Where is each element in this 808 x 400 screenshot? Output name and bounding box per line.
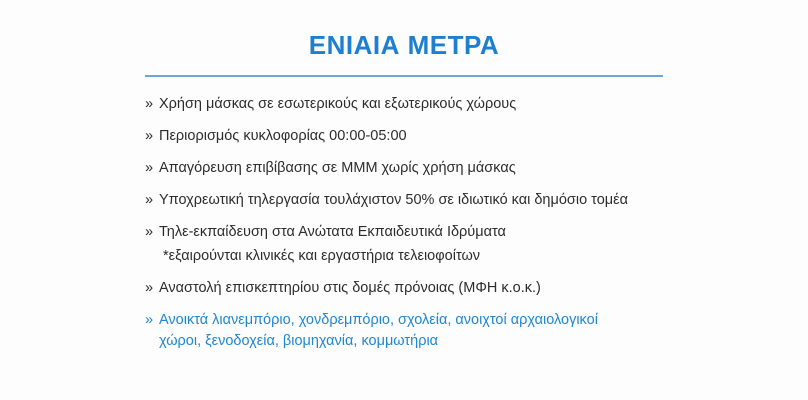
list-item-text: Χρήση μάσκας σε εσωτερικούς και εξωτερικούς χώρους xyxy=(159,96,517,112)
title-divider xyxy=(145,75,663,77)
list-item-text: Ανοικτά λιανεμπόριο, χονδρεμπόριο, σχολεία, ανοιχτοί αρχαιολογικοί xyxy=(159,312,598,328)
bullet-icon: » xyxy=(145,128,154,144)
bullet-icon: » xyxy=(145,192,154,208)
list-item-mask xyxy=(145,95,705,113)
list-item-visits xyxy=(145,279,705,297)
list-item-transport xyxy=(145,159,705,177)
bullet-icon: » xyxy=(145,224,154,240)
list-item-text: Υποχρεωτική τηλεργασία τουλάχιστον 50% σε ιδιωτικό και δημόσιο τομέα xyxy=(159,192,628,208)
list-item-text: Τηλε-εκπαίδευση στα Ανώτατα Εκπαιδευτικά Ιδρύματα xyxy=(159,224,506,240)
bullet-icon: » xyxy=(145,280,154,296)
bullet-icon: » xyxy=(145,312,154,328)
list-item-tele-education xyxy=(145,223,705,265)
list-item-note: *εξαιρούνται κλινικές και εργαστήρια τελειοφοίτων xyxy=(163,248,481,264)
list-item-text-line2: χώροι, ξενοδοχεία, βιομηχανία, κομμωτήρια xyxy=(159,333,439,349)
list-item-telework xyxy=(145,191,705,209)
list-item-text: Περιορισμός κυκλοφορίας 00:00-05:00 xyxy=(159,128,407,144)
measures-list xyxy=(145,95,705,364)
list-item-text: Αναστολή επισκεπτηρίου στις δομές πρόνοιας (ΜΦΗ κ.ο.κ.) xyxy=(159,280,541,296)
list-item-text: Απαγόρευση επιβίβασης σε ΜΜΜ χωρίς χρήση μάσκας xyxy=(159,160,516,176)
list-item-open-businesses xyxy=(145,311,705,350)
bullet-icon: » xyxy=(145,160,154,176)
slide-title: ΕΝΙΑΙΑ ΜΕΤΡΑ xyxy=(308,30,500,60)
list-item-curfew xyxy=(145,127,705,145)
bullet-icon: » xyxy=(145,96,154,112)
